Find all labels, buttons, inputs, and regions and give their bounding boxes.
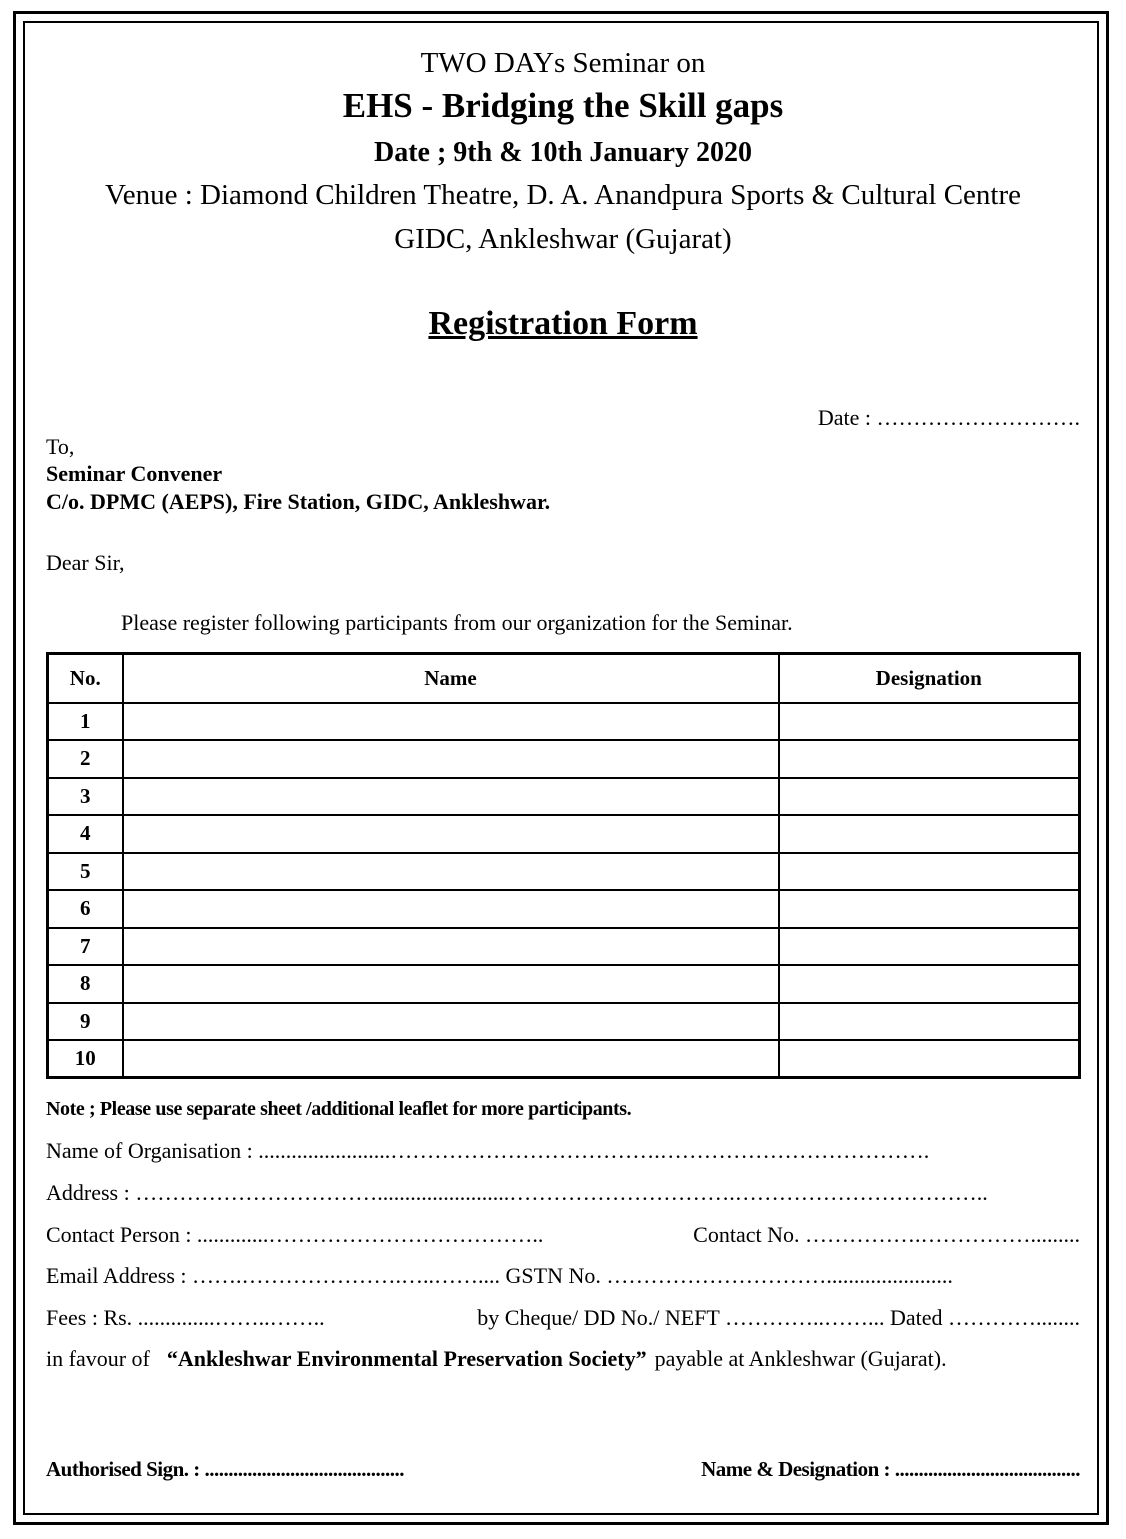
intro-text: Please register following participants from our organization for the Seminar. (121, 610, 793, 635)
designation-cell[interactable] (779, 853, 1080, 891)
table-row (48, 853, 1080, 891)
designation-cell[interactable] (779, 928, 1080, 966)
seminar-title: EHS - Bridging the Skill gaps (342, 86, 784, 125)
name-cell[interactable] (123, 853, 779, 891)
row-number: 3 (48, 778, 123, 816)
row-number: 7 (48, 928, 123, 966)
table-row (48, 965, 1080, 1003)
designation-cell[interactable] (779, 1003, 1080, 1041)
favour-prefix: in favour of (46, 1346, 150, 1371)
row-number: 4 (48, 815, 123, 853)
seminar-intro: TWO DAYs Seminar on (420, 47, 706, 79)
organisation-label: Name of Organisation : ........................……………………………….………………………………. (46, 1138, 930, 1163)
designation-cell[interactable] (779, 778, 1080, 816)
table-row (48, 740, 1080, 778)
row-number: 5 (48, 853, 123, 891)
table-row (48, 890, 1080, 928)
designation-cell[interactable] (779, 815, 1080, 853)
table-row (48, 703, 1080, 741)
row-number: 2 (48, 740, 123, 778)
table-row (48, 815, 1080, 853)
table-row (48, 1040, 1080, 1078)
address-label: Address : ……………………………........................………………………….…………………………….. (46, 1180, 988, 1205)
designation-cell[interactable] (779, 965, 1080, 1003)
row-number: 6 (48, 890, 123, 928)
payee-name: “Ankleshwar Environmental Preservation Society” (166, 1346, 647, 1371)
contact-no-field[interactable]: Contact No. …………….……………......... (693, 1222, 1080, 1247)
table-row (48, 1003, 1080, 1041)
favour-suffix: payable at Ankleshwar (Gujarat). (654, 1346, 947, 1371)
participants-table (46, 652, 1081, 1079)
fees-row (46, 1305, 1080, 1331)
contact-person-field[interactable]: Contact Person : .............……………………………….. (46, 1222, 544, 1247)
name-cell[interactable] (123, 1040, 779, 1078)
row-number: 1 (48, 703, 123, 741)
salutation: Dear Sir, (46, 550, 125, 575)
favour-row (46, 1346, 1080, 1372)
organisation-field[interactable] (46, 1138, 1080, 1164)
name-cell[interactable] (123, 703, 779, 741)
email-gstn-label: Email Address : …….………………….…..…….... GSTN No. …………………………....................... (46, 1263, 953, 1288)
email-gstn-field[interactable] (46, 1263, 1080, 1289)
name-cell[interactable] (123, 890, 779, 928)
name-cell[interactable] (123, 778, 779, 816)
table-row (48, 928, 1080, 966)
seminar-date: Date ; 9th & 10th January 2020 (374, 137, 752, 168)
authorised-sign-field[interactable]: Authorised Sign. : .......................................... (46, 1457, 405, 1481)
seminar-venue-city: GIDC, Ankleshwar (Gujarat) (394, 223, 732, 255)
name-cell[interactable] (123, 928, 779, 966)
fees-field[interactable]: Fees : Rs. ..............……..…….. (46, 1305, 325, 1330)
name-designation-field[interactable]: Name & Designation : ....................................... (701, 1457, 1080, 1481)
column-header-name: Name (123, 654, 779, 703)
row-number: 9 (48, 1003, 123, 1041)
name-cell[interactable] (123, 740, 779, 778)
note-text: Note ; Please use separate sheet /additional leaflet for more participants. (46, 1098, 632, 1120)
name-cell[interactable] (123, 965, 779, 1003)
recipient-address: C/o. DPMC (AEPS), Fire Station, GIDC, Ankleshwar. (46, 489, 551, 514)
form-title: Registration Form (428, 305, 698, 342)
signature-row (46, 1457, 1080, 1482)
seminar-venue: Venue : Diamond Children Theatre, D. A. Anandpura Sports & Cultural Centre (104, 179, 1022, 211)
column-header-designation: Designation (779, 654, 1080, 703)
designation-cell[interactable] (779, 1040, 1080, 1078)
recipient-name: Seminar Convener (46, 461, 223, 486)
column-header-no: No. (48, 654, 123, 703)
table-header-row (48, 654, 1080, 703)
designation-cell[interactable] (779, 703, 1080, 741)
date-field: Date : ………………………. (817, 405, 1080, 430)
name-cell[interactable] (123, 815, 779, 853)
row-number: 10 (48, 1040, 123, 1078)
contact-row (46, 1222, 1080, 1248)
table-row (48, 778, 1080, 816)
to-label: To, (46, 434, 75, 459)
payment-field[interactable]: by Cheque/ DD No./ NEFT …………..……... Dated …………........ (477, 1305, 1080, 1330)
row-number: 8 (48, 965, 123, 1003)
designation-cell[interactable] (779, 890, 1080, 928)
address-field[interactable] (46, 1180, 1080, 1206)
name-cell[interactable] (123, 1003, 779, 1041)
designation-cell[interactable] (779, 740, 1080, 778)
